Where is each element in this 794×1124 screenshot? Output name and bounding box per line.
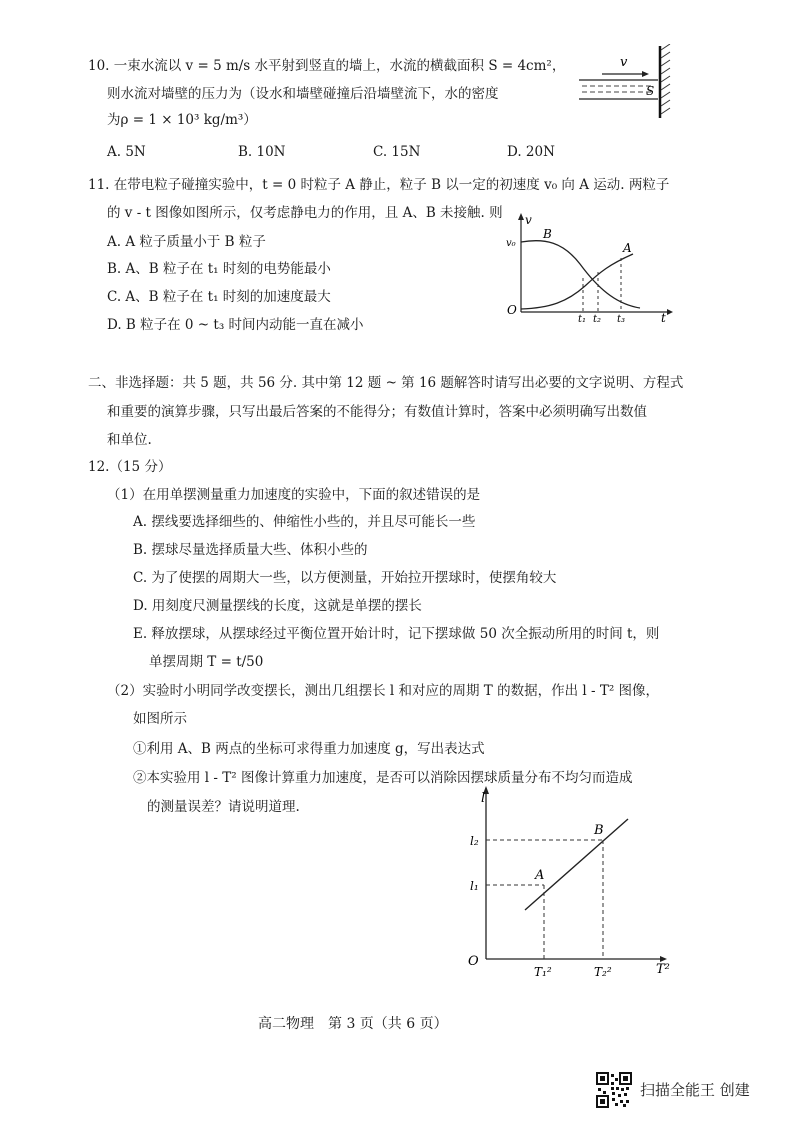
- svg-text:A: A: [623, 241, 632, 255]
- svg-text:t: t: [661, 311, 666, 322]
- svg-text:T₁²: T₁²: [534, 965, 552, 979]
- scanner-watermark: 扫描全能王 创建: [640, 1081, 750, 1099]
- q12-part1: （1）在用单摆测量重力加速度的实验中，下面的叙述错误的是: [107, 487, 481, 503]
- q11-option-b: B. A、B 粒子在 t₁ 时刻的电势能最小: [107, 261, 331, 277]
- q11-option-a: A. A 粒子质量小于 B 粒子: [107, 234, 266, 250]
- svg-text:O: O: [468, 954, 479, 969]
- q10-option-c: C. 15N: [373, 144, 421, 160]
- q12-part2-line1: （2）实验时小明同学改变摆长，测出几组摆长 l 和对应的周期 T 的数据，作出 l - T² 图像，: [107, 683, 660, 699]
- page-footer: 高二物理 第 3 页（共 6 页）: [258, 1016, 448, 1032]
- water-jet-figure: [574, 44, 684, 120]
- section2-line2: 和重要的演算步骤，只写出最后答案的不能得分；有数值计算时，答案中必须明确写出数值: [107, 404, 647, 420]
- svg-text:v: v: [620, 55, 628, 70]
- q12-option-b: B. 摆球尽量选择质量大些、体积小些的: [133, 542, 368, 558]
- svg-text:v₀: v₀: [506, 238, 516, 249]
- q11-option-c: C. A、B 粒子在 t₁ 时刻的加速度最大: [107, 289, 331, 305]
- q10-option-d: D. 20N: [507, 144, 555, 160]
- q12-option-d: D. 用刻度尺测量摆线的长度，这就是单摆的摆长: [133, 598, 422, 614]
- svg-text:A: A: [535, 868, 545, 883]
- q11-line2: 的 v - t 图像如图所示，仅考虑静电力的作用，且 A、B 未接触. 则: [107, 205, 503, 221]
- q12-sub2-line1: ②本实验用 l - T² 图像计算重力加速度，是否可以消除因摆球质量分布不均匀而造成: [133, 770, 633, 786]
- svg-text:v: v: [525, 213, 532, 227]
- svg-text:T²: T²: [656, 962, 670, 977]
- q11-option-d: D. B 粒子在 0 ~ t₃ 时间内动能一直在减小: [107, 317, 364, 333]
- svg-text:t₁: t₁: [578, 314, 587, 322]
- q10-line3: 为ρ = 1 × 10³ kg/m³）: [107, 112, 257, 128]
- svg-text:T₂²: T₂²: [594, 965, 612, 979]
- q10-line2: 则水流对墙壁的压力为（设水和墙壁碰撞后沿墙壁流下，水的密度: [107, 86, 499, 102]
- svg-text:B: B: [543, 227, 552, 241]
- q10-line1: 10. 一束水流以 v = 5 m/s 水平射到竖直的墙上，水流的横截面积 S = 4cm²，: [88, 58, 566, 74]
- q12-header: 12.（15 分）: [88, 459, 172, 475]
- svg-text:l: l: [481, 791, 486, 806]
- q12-option-a: A. 摆线要选择细些的、伸缩性小些的，并且尽可能长一些: [133, 514, 476, 530]
- svg-text:O: O: [507, 303, 517, 317]
- q11-line1: 11. 在带电粒子碰撞实验中，t = 0 时粒子 A 静止，粒子 B 以一定的初速度 v₀ 向 A 运动. 两粒子: [88, 177, 670, 193]
- q12-option-e-cont: 单摆周期 T = t/50: [149, 654, 264, 670]
- q12-sub1: ①利用 A、B 两点的坐标可求得重力加速度 g，写出表达式: [133, 741, 485, 757]
- q10-option-a: A. 5N: [107, 144, 146, 160]
- vt-graph: [505, 212, 675, 322]
- q10-option-b: B. 10N: [238, 144, 286, 160]
- q12-option-e: E. 释放摆球，从摆球经过平衡位置开始计时，记下摆球做 50 次全振动所用的时间 t，则: [133, 626, 660, 642]
- qr-code-icon: [596, 1072, 632, 1108]
- svg-text:B: B: [594, 823, 604, 838]
- q12-option-c: C. 为了使摆的周期大一些，以方便测量，开始拉开摆球时，使摆角较大: [133, 570, 557, 586]
- svg-text:t₂: t₂: [593, 314, 602, 322]
- q12-sub2-line2: 的测量误差？请说明道理.: [147, 799, 300, 815]
- svg-text:l₁: l₁: [470, 879, 479, 893]
- section2-line3: 和单位.: [107, 432, 152, 448]
- svg-text:l₂: l₂: [470, 834, 479, 848]
- svg-text:t₃: t₃: [617, 314, 626, 322]
- l-t2-graph: [460, 782, 680, 982]
- svg-text:S: S: [646, 84, 655, 98]
- section2-line1: 二、非选择题：共 5 题，共 56 分. 其中第 12 题 ~ 第 16 题解答时请写出必要的文字说明、方程式: [88, 375, 684, 391]
- q12-part2-line2: 如图所示: [133, 711, 187, 727]
